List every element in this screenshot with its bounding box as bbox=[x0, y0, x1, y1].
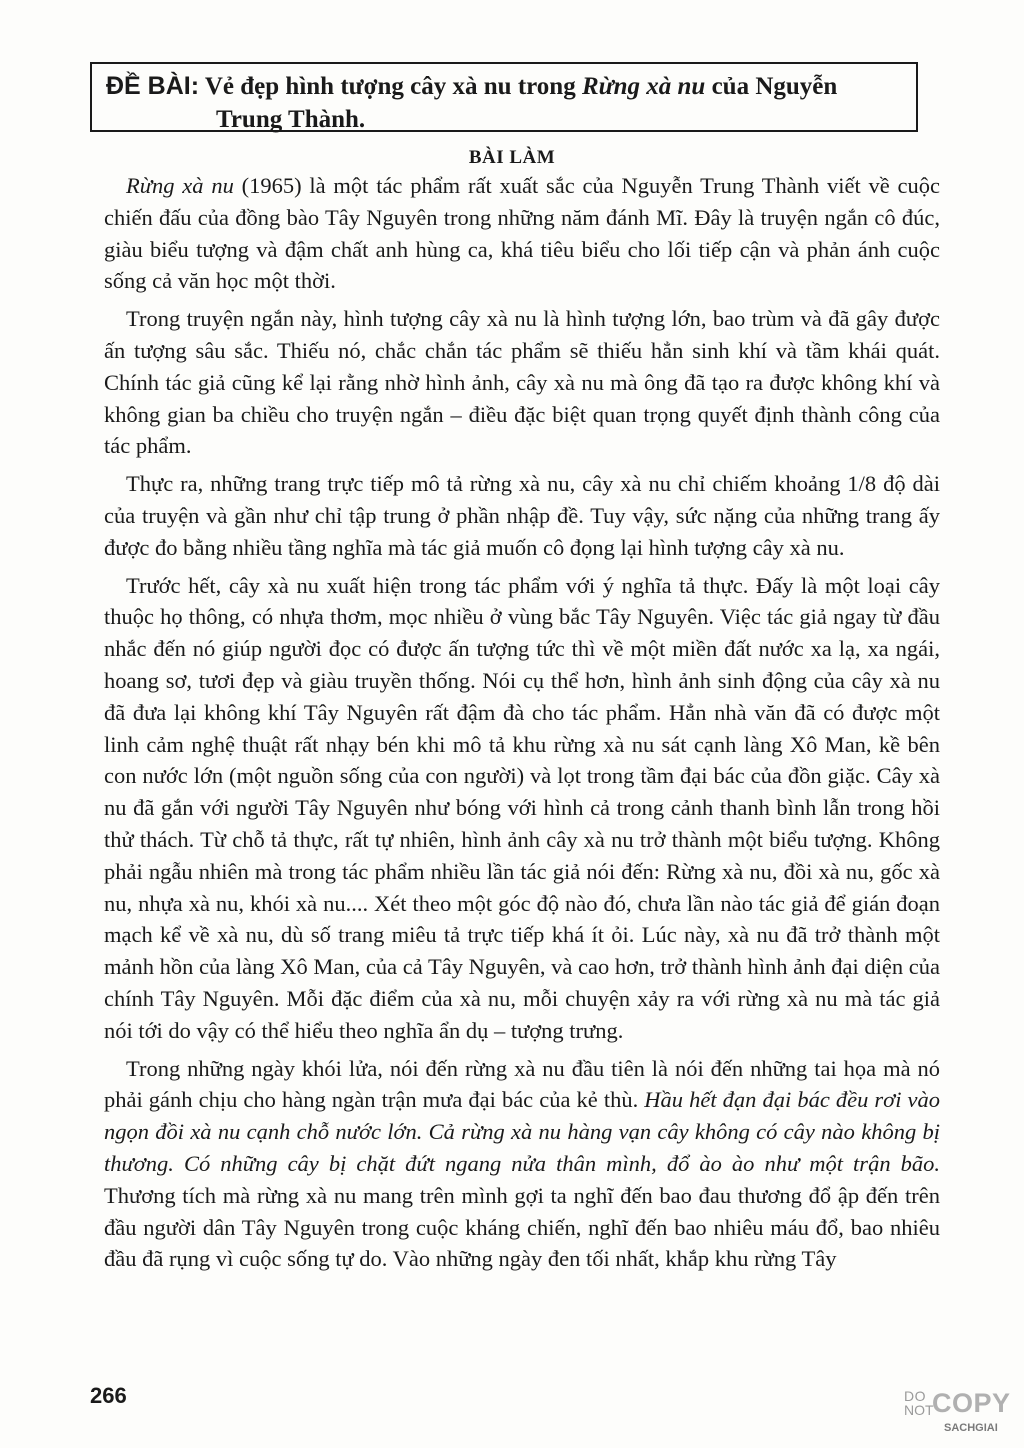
watermark-not: NOT bbox=[904, 1402, 934, 1418]
prompt-work-title: Rừng xà nu bbox=[581, 73, 706, 100]
assignment-prompt-box bbox=[90, 62, 918, 132]
paragraph-5 bbox=[104, 1053, 940, 1276]
watermark-copy: COPY bbox=[932, 1388, 1011, 1418]
paragraph-4: Trước hết, cây xà nu xuất hiện trong tác phẩm với ý nghĩa tả thực. Đấy là một loại cây thuộc họ thông, có nhựa thơm, mọc nhiều ở vùng bắc Tây Nguyên. Việc tác giả ngay từ đầu nhắc đến nó giúp người đọc có được ấn tượng tức thì về một miền đất nước xa lạ, xa ngái, hoang sơ, tươi đẹp và giàu truyền thống. Nói cụ thể hơn, hình ảnh sinh động của cây xà nu đã đưa lại không khí Tây Nguyên rất đậm đà cho tác phẩm. Hẳn nhà văn đã có được một linh cảm nghệ thuật rất nhạy bén khi mô tả khu rừng xà nu sát cạnh làng Xô Man, kề bên con nước lớn (một nguồn sống của con người) và lọt trong tầm đại bác của đồn giặc. Cây xà nu đã gắn với người Tây Nguyên như bóng với hình cả trong cảnh thanh bình lẫn trong hồi thử thách. Từ chỗ tả thực, rất tự nhiên, hình ảnh cây xà nu trở thành một biểu tượng. Không phải ngẫu nhiên mà trong tác phẩm nhiều lần tác giả nói đến: Rừng xà nu, đồi xà nu, gốc xà nu, nhựa xà nu, khói xà nu.... Xét theo một góc độ nào đó, chưa lần nào tác giả để gián đoạn mạch kể về xà nu, dù số trang miêu tả trực tiếp khá ít ỏi. Lúc này, xà nu đã trở thành một mảnh hồn của làng Xô Man, của cả Tây Nguyên, và cao hơn, trở thành hình ảnh đại diện của chính Tây Nguyên. Mỗi đặc điểm của xà nu, mỗi chuyện xảy ra với rừng xà nu mà tác giả nói tới do vậy có thể hiểu theo nghĩa ẩn dụ – tượng trưng. bbox=[104, 572, 940, 1043]
watermark-site: SACHGIAI bbox=[944, 1422, 998, 1434]
prompt-line-1 bbox=[106, 70, 904, 103]
prompt-text-end: của Nguyễn bbox=[705, 73, 838, 100]
paragraph-1 bbox=[104, 170, 940, 297]
paragraph-1-text: (1965) là một tác phẩm rất xuất sắc của Nguyễn Trung Thành viết về cuộc chiến đấu của đồng bào Tây Nguyên trong những năm đánh Mĩ. Đây là truyện ngắn cô đúc, giàu biểu tượng và đậm chất anh hùng ca, khá tiêu biểu cho lối tiếp cận và phản ánh cuộc sống cả văn học một thời. bbox=[104, 173, 940, 294]
watermark-do: DO bbox=[904, 1388, 926, 1404]
prompt-text bbox=[205, 73, 837, 100]
paragraph-5-text-start: Trong những ngày khói lửa, nói đến rừng xà nu đầu tiên là nói đến những tai họa mà nó phải gánh chịu cho hàng ngàn trận mưa đại bác của kẻ thù. bbox=[104, 1055, 940, 1113]
prompt-line-2: Trung Thành. bbox=[216, 106, 366, 133]
prompt-label: ĐỀ BÀI: bbox=[106, 72, 200, 100]
watermark-logo bbox=[904, 1388, 1011, 1440]
essay-body bbox=[104, 170, 940, 1281]
paragraph-5-quotation: Hầu hết đạn đại bác đều rơi vào ngọn đồi xà nu cạnh chỗ nước lớn. Cả rừng xà nu hàng vạn cây không có cây nào không bị thương. Có những cây bị chặt đứt ngang nửa thân mình, đổ ào ào như một trận bão. bbox=[104, 1087, 940, 1176]
paragraph-5-text-end: Thương tích mà rừng xà nu mang trên mình gợi ta nghĩ đến bao đau thương đổ ập đến trên đầu người dân Tây Nguyên trong cuộc kháng chiến, nghĩ đến bao nhiêu máu đổ, bao nhiêu đầu đã rụng vì cuộc sống tự do. Vào những ngày đen tối nhất, khắp khu rừng Tây bbox=[104, 1182, 940, 1272]
work-title-italic: Rừng xà nu bbox=[126, 173, 234, 198]
essay-heading: BÀI LÀM bbox=[468, 147, 556, 168]
page-number: 266 bbox=[90, 1383, 127, 1408]
paragraph-3: Thực ra, những trang trực tiếp mô tả rừng xà nu, cây xà nu chỉ chiếm khoảng 1/8 độ dài của truyện và gần như chỉ tập trung ở phần nhập đề. Tuy vậy, sức nặng của những trang ấy được đo bằng nhiều tầng nghĩa mà tác giả muốn cô đọng lại hình tượng cây xà nu. bbox=[104, 471, 940, 560]
prompt-text-start: Vẻ đẹp hình tượng cây xà nu trong bbox=[204, 73, 582, 100]
paragraph-2: Trong truyện ngắn này, hình tượng cây xà nu là hình tượng lớn, bao trùm và đã gây được ấn tượng sâu sắc. Thiếu nó, chắc chắn tác phẩm sẽ thiếu hẳn sinh khí và tầm khái quát. Chính tác giả cũng kể lại rằng nhờ hình ảnh, cây xà nu mà ông đã tạo ra được không khí và không gian ba chiều cho truyện ngắn – điều đặc biệt quan trọng quyết định thành công của tác phẩm. bbox=[104, 306, 940, 459]
